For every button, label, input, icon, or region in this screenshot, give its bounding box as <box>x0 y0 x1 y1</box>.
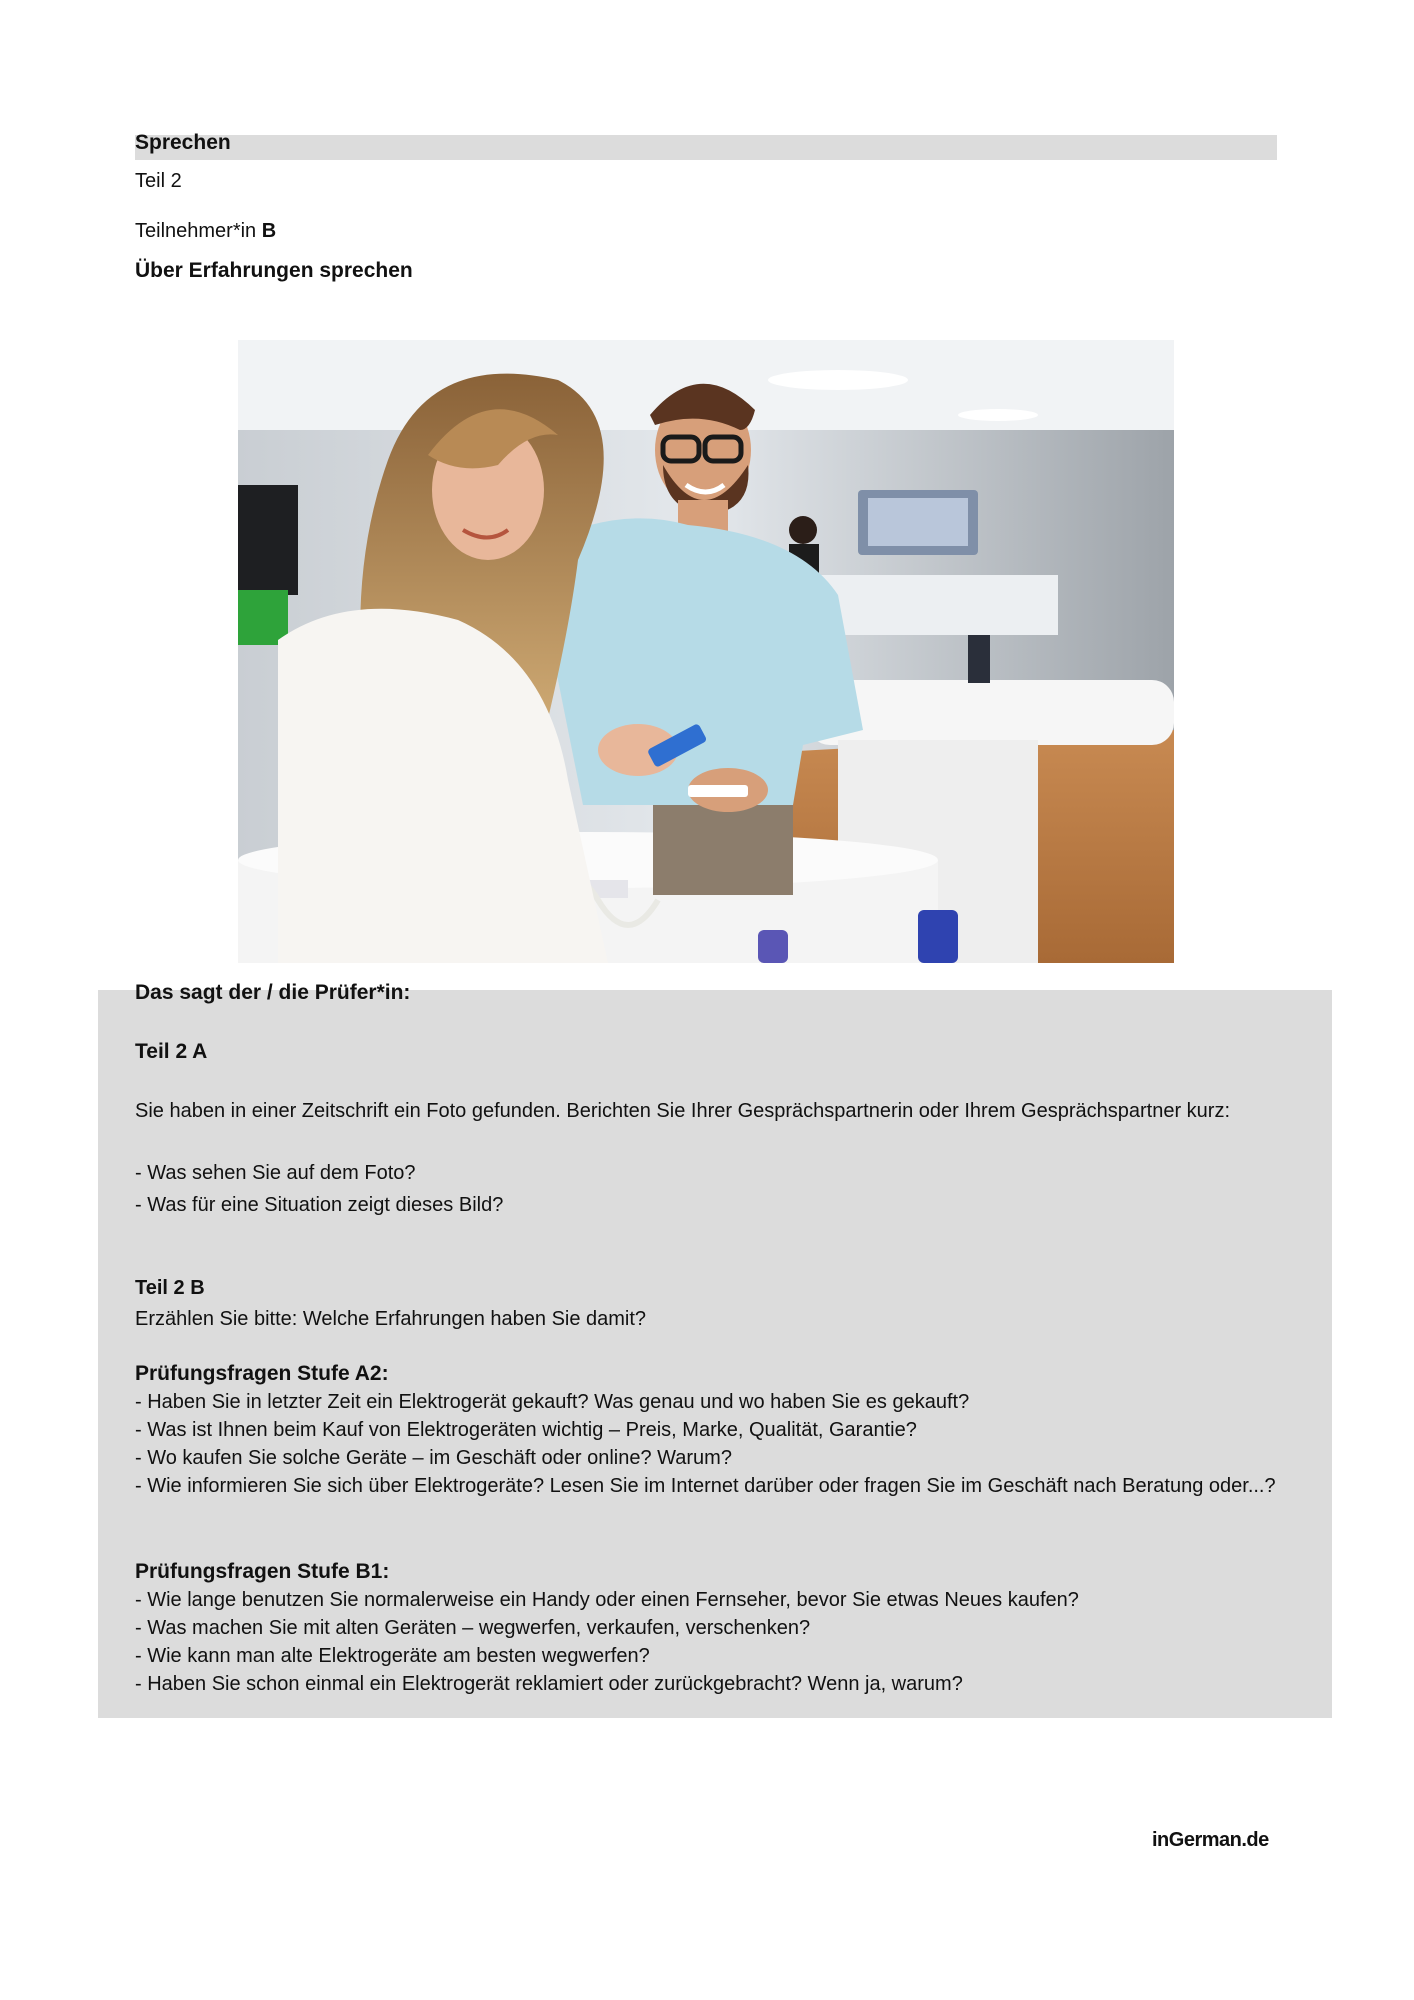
part-b-prompt: Erzählen Sie bitte: Welche Erfahrungen haben Sie damit? <box>135 1308 647 1330</box>
participant-letter: B <box>261 220 277 242</box>
store-photo-illustration <box>238 340 1174 963</box>
b1-question: - Was machen Sie mit alten Geräten – wegwerfen, verkaufen, verschenken? <box>135 1617 811 1639</box>
examiner-heading: Das sagt der / die Prüfer*in: <box>135 981 411 1004</box>
section-header-bar <box>135 135 1277 160</box>
a2-title: Prüfungsfragen Stufe A2: <box>135 1362 389 1385</box>
a2-question: - Wie informieren Sie sich über Elektrogeräte? Lesen Sie im Internet darüber oder fragen Sie im Geschäft nach Beratung oder...? <box>135 1475 1276 1497</box>
footer-brand-logo: inGerman.de <box>1152 1829 1269 1851</box>
topic-title: Über Erfahrungen sprechen <box>135 259 413 282</box>
b1-question: - Wie lange benutzen Sie normalerweise ein Handy oder einen Fernseher, bevor Sie etwas Neues kaufen? <box>135 1589 1079 1611</box>
store-photo <box>238 340 1174 963</box>
a2-question: - Was ist Ihnen beim Kauf von Elektrogeräten wichtig – Preis, Marke, Qualität, Garantie? <box>135 1419 917 1441</box>
a2-question: - Wo kaufen Sie solche Geräte – im Geschäft oder online? Warum? <box>135 1447 732 1469</box>
part-a-intro: Sie haben in einer Zeitschrift ein Foto gefunden. Berichten Sie Ihrer Gesprächspartnerin oder Ihrem Gesprächspartner kurz: <box>135 1100 1231 1122</box>
part-b-title: Teil 2 B <box>135 1277 205 1299</box>
b1-question: - Haben Sie schon einmal ein Elektrogerät reklamiert oder zurückgebracht? Wenn ja, warum? <box>135 1673 963 1695</box>
a2-question: - Haben Sie in letzter Zeit ein Elektrogerät gekauft? Was genau und wo haben Sie es gekauft? <box>135 1391 970 1413</box>
part-a-title: Teil 2 A <box>135 1040 208 1063</box>
participant-prefix: Teilnehmer*in <box>135 220 257 242</box>
participant-label <box>135 220 276 243</box>
part-label: Teil 2 <box>135 170 182 192</box>
section-title: Sprechen <box>135 131 231 154</box>
b1-title: Prüfungsfragen Stufe B1: <box>135 1560 390 1583</box>
part-a-question: - Was sehen Sie auf dem Foto? <box>135 1162 416 1184</box>
part-a-question: - Was für eine Situation zeigt dieses Bild? <box>135 1194 504 1216</box>
b1-question: - Wie kann man alte Elektrogeräte am besten wegwerfen? <box>135 1645 650 1667</box>
